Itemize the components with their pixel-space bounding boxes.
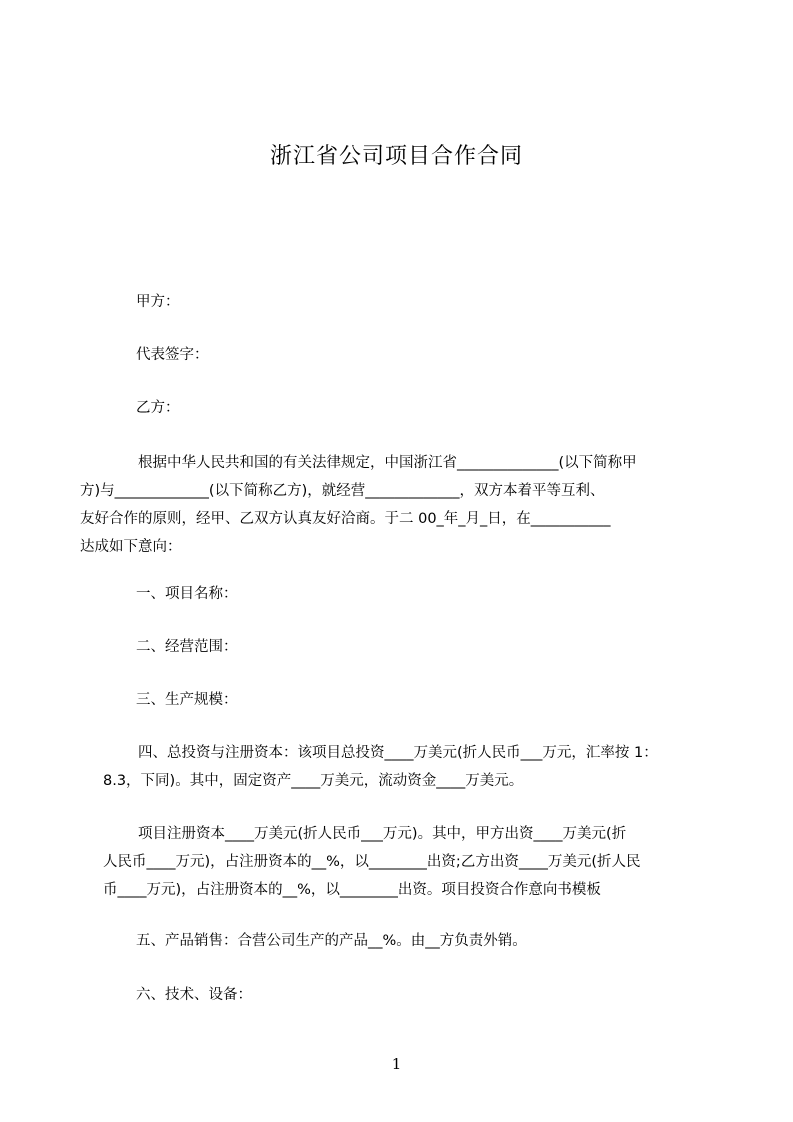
- preamble-line: 达成如下意向：: [80, 539, 182, 555]
- investment-line: 四、总投资与注册资本：该项目总投资____万美元(折人民币___万元，汇率按 1：: [138, 745, 658, 761]
- investment-line: 8.3，下同)。其中，固定资产____万美元，流动资金____万美元。: [103, 773, 524, 789]
- registered-capital-line: 币____万元)，占注册资本的__%，以________出资。项目投资合作意向书模板: [103, 882, 601, 898]
- item-technology-equipment: 六、技术、设备：: [136, 987, 252, 1003]
- representative-signature-label: 代表签字：: [136, 347, 209, 363]
- item-project-name: 一、项目名称：: [136, 586, 238, 602]
- investment-paragraph: [103, 739, 703, 795]
- document-title: 浙江省公司项目合作合同: [269, 144, 523, 169]
- party-a-label: 甲方：: [136, 294, 180, 310]
- item-product-sales: 五、产品销售：合营公司生产的产品__%。由__方负责外销。: [136, 933, 527, 949]
- preamble-line: 根据中华人民共和国的有关法律规定，中国浙江省______________(以下简称甲: [138, 455, 637, 471]
- registered-capital-line: 项目注册资本____万美元(折人民币___万元)。其中，甲方出资____万美元(折: [138, 826, 627, 842]
- preamble-line: 友好合作的原则，经甲、乙双方认真友好洽商。于二 00_年_月_日，在___________: [80, 511, 611, 527]
- party-b-label: 乙方：: [136, 400, 180, 416]
- preamble-paragraph: [80, 449, 700, 561]
- registered-capital-paragraph: [103, 820, 703, 904]
- page-number: 1: [391, 1055, 402, 1073]
- registered-capital-line: 人民币____万元)，占注册资本的__%，以________出资;乙方出资____万美元(折人民: [103, 854, 641, 870]
- item-production-scale: 三、生产规模：: [136, 692, 238, 708]
- item-business-scope: 二、经营范围：: [136, 639, 238, 655]
- preamble-line: 方)与_____________(以下简称乙方)，就经营_____________，双方本着平等互利、: [80, 483, 605, 499]
